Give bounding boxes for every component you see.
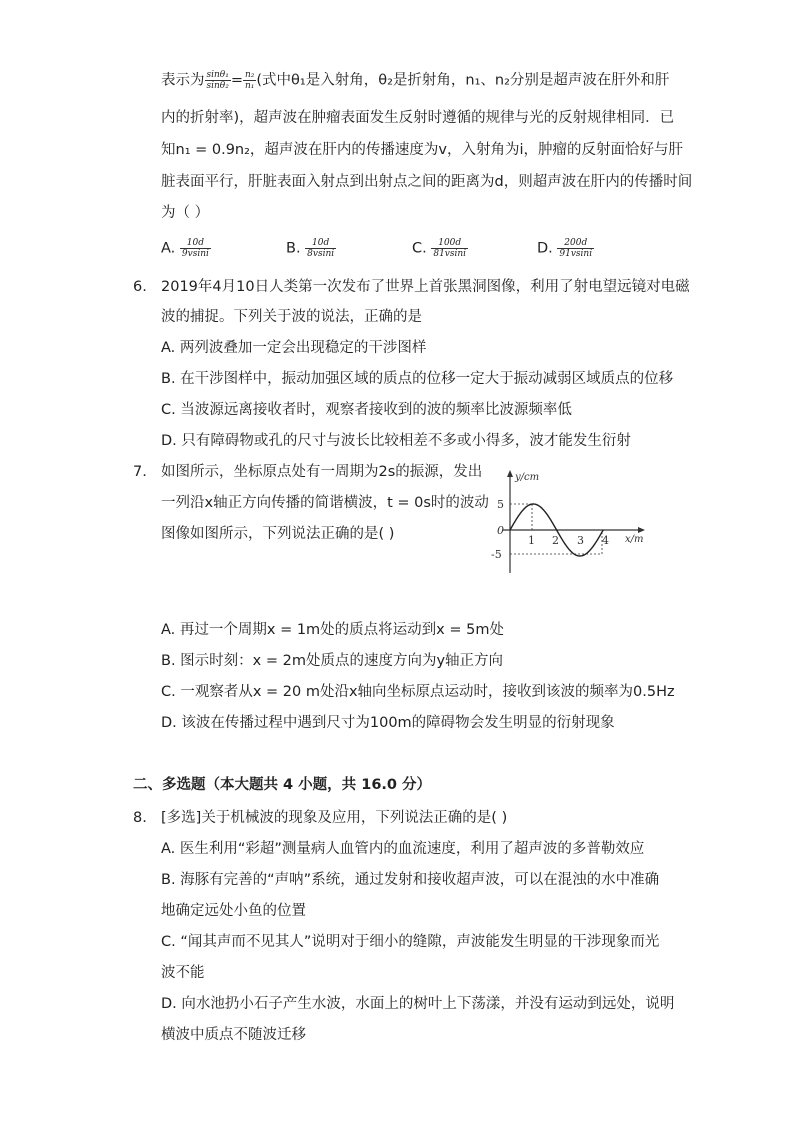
q7-stem-line-1: 如图所示，坐标原点处有一周期为2s的振源，发出	[161, 464, 483, 480]
x-tick-label-4: 4	[602, 534, 609, 547]
x-tick-label-3: 3	[577, 534, 584, 547]
y-tick-label-5: 5	[497, 498, 504, 511]
q7-option-d: D. 该波在传播过程中遇到尺寸为100m的障碍物会发生明显的衍射现象	[161, 715, 615, 731]
y-tick-label-neg5: -5	[491, 548, 502, 561]
q6-option-a: A. 两列波叠加一定会出现稳定的干涉图样	[161, 340, 427, 356]
q8-option-c-cont: 波不能	[161, 965, 205, 981]
q8-option-d: D. 向水池扔小石子产生水波，水面上的树叶上下荡漾，并没有运动到远处，说明	[161, 996, 675, 1012]
formula-equals: =	[230, 72, 243, 89]
x-tick-label-1: 1	[528, 534, 535, 547]
q8-option-d-cont: 横波中质点不随波迁移	[161, 1027, 306, 1043]
x-axis-label: x/m	[625, 534, 644, 545]
formula-sin-ratio: $\frac{\text{sinθ₁}}{\text{sinθ₂}}$	[206, 70, 229, 91]
section-title-multi-choice: 二、多选题（本大题共 4 小题，共 16.0 分）	[133, 777, 432, 793]
q8-option-b: B. 海豚有完善的“声呐”系统，通过发射和接收超声波，可以在混浊的水中准确	[161, 872, 660, 888]
q8-option-a: A. 医生利用“彩超”测量病人血管内的血流速度，利用了超声波的多普勒效应	[161, 841, 645, 857]
q6-stem-line-2: 波的捕捉。下列关于波的说法，正确的是	[161, 309, 422, 325]
wave-graph	[485, 468, 650, 578]
q6-option-c: C. 当波源远离接收者时，观察者接收到的波的频率比波源频率低	[161, 402, 572, 418]
formula-n-ratio: $\frac{\text{n₂}}{\text{n₁}}$	[244, 70, 255, 91]
q7-number: 7.	[133, 464, 147, 480]
q5-line-2: 内的折射率)，超声波在肿瘤表面发生反射时遵循的规律与光的反射规律相同．已	[161, 110, 675, 126]
q5-option-d: D. $\frac{200d}{91vsini}$	[537, 238, 593, 259]
q5-line-3: 知n₁ = 0.9n₂，超声波在肝内的传播速度为v，入射角为i，肿瘤的反射面恰好与肝	[161, 142, 684, 158]
q8-number: 8.	[133, 810, 147, 826]
q7-stem-line-3: 图像如图所示，下列说法正确的是( )	[161, 526, 395, 542]
q5-line1-suffix: (式中θ₁是入射角，θ₂是折射角，n₁、n₂分别是超声波在肝外和肝	[256, 72, 670, 89]
q7-option-a: A. 再过一个周期x = 1m处的质点将运动到x = 5m处	[161, 622, 504, 638]
q6-number: 6.	[133, 279, 147, 295]
q5-option-b: B. $\frac{10d}{8vsini}$	[286, 238, 335, 259]
q5-option-c: C. $\frac{100d}{81vsini}$	[412, 238, 467, 259]
q6-stem-line-1: 2019年4月10日人类第一次发布了世界上首张黑洞图像，利用了射电望远镜对电磁	[161, 279, 690, 295]
q8-option-b-cont: 地确定远处小鱼的位置	[161, 903, 306, 919]
x-tick-label-2: 2	[552, 534, 559, 547]
q6-option-b: B. 在干涉图样中，振动加强区域的质点的位移一定大于振动减弱区域质点的位移	[161, 371, 674, 387]
q7-option-b: B. 图示时刻：x = 2m处质点的速度方向为y轴正方向	[161, 653, 504, 669]
q8-stem: [多选]关于机械波的现象及应用，下列说法正确的是( )	[161, 810, 508, 826]
q7-stem-line-2: 一列沿x轴正方向传播的简谐横波，t = 0s时的波动	[161, 495, 489, 511]
y-axis-arrow	[507, 470, 513, 477]
x-axis-arrow	[638, 527, 645, 533]
q5-line1-prefix: 表示为	[161, 72, 205, 89]
q5-line-4: 脏表面平行，肝脏表面入射点到出射点之间的距离为d，则超声波在肝内的传播时间	[161, 174, 693, 190]
q5-option-a: A. $\frac{10d}{9vsini}$	[161, 238, 209, 259]
y-axis-label: y/cm	[515, 472, 540, 483]
q5-line-5: 为（ ）	[161, 205, 210, 221]
q8-option-c: C. “闻其声而不见其人”说明对于细小的缝隙，声波能发生明显的干涉现象而光	[161, 934, 660, 950]
q6-option-d: D. 只有障碍物或孔的尺寸与波长比较相差不多或小得多，波才能发生衍射	[161, 433, 631, 449]
q7-option-c: C. 一观察者从x = 20 m处沿x轴向坐标原点运动时，接收到该波的频率为0.5Hz	[161, 684, 675, 700]
q5-line-1	[161, 70, 669, 91]
origin-label: 0	[497, 524, 504, 537]
